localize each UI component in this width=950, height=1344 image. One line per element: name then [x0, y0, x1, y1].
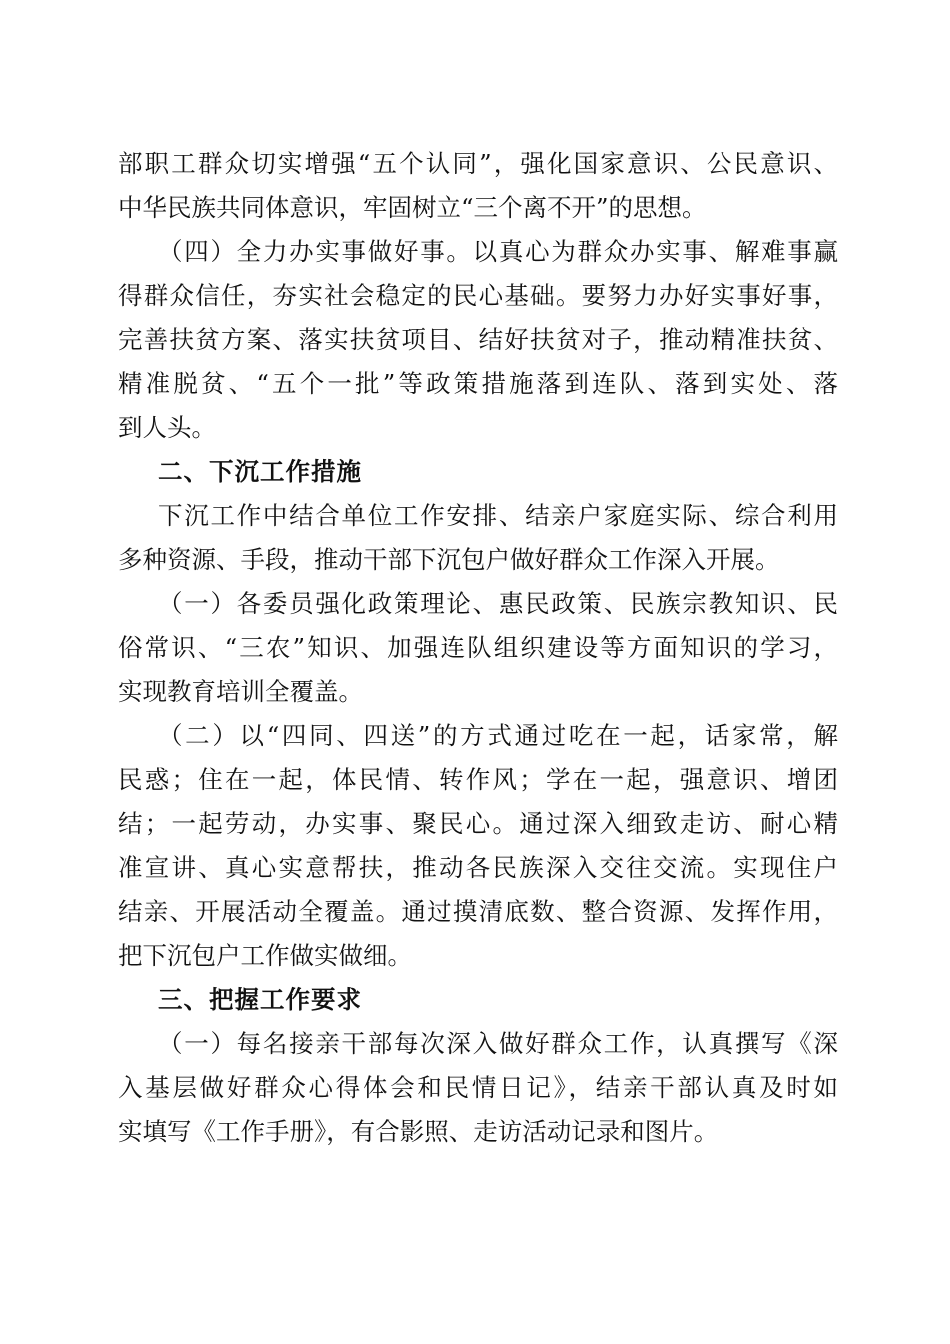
body-line: 精准脱贫、“五个一批”等政策措施落到连队、落到实处、落: [118, 369, 838, 398]
body-line: 多种资源、手段，推动干部下沉包户做好群众工作深入开展。: [118, 545, 780, 574]
body-line: 把下沉包户工作做实做细。: [118, 941, 412, 970]
body-line: 实现教育培训全覆盖。: [118, 677, 363, 706]
body-line: 结；一起劳动，办实事、聚民心。通过深入细致走访、耐心精: [118, 809, 838, 838]
body-line: （四）全力办实事做好事。以真心为群众办实事、解难事赢: [158, 237, 838, 266]
body-line: 民惑；住在一起，体民情、转作风；学在一起，强意识、增团: [118, 765, 838, 794]
body-line: （二）以“四同、四送”的方式通过吃在一起，话家常，解: [158, 721, 838, 750]
body-line: 俗常识、“三农”知识、加强连队组织建设等方面知识的学习，: [118, 633, 838, 662]
body-line: 部职工群众切实增强“五个认同”，强化国家意识、公民意识、: [118, 149, 838, 178]
body-line: 完善扶贫方案、落实扶贫项目、结好扶贫对子，推动精准扶贫、: [118, 325, 838, 354]
body-line: 结亲、开展活动全覆盖。通过摸清底数、整合资源、发挥作用，: [118, 897, 838, 926]
body-line: 准宣讲、真心实意帮扶，推动各民族深入交往交流。实现住户: [118, 853, 838, 882]
body-line: 实填写《工作手册》，有合影照、走访活动记录和图片。: [118, 1117, 719, 1146]
body-line: （一）每名接亲干部每次深入做好群众工作，认真撰写《深: [158, 1029, 838, 1058]
body-line: 得群众信任，夯实社会稳定的民心基础。要努力办好实事好事，: [118, 281, 838, 310]
section-heading: 三、把握工作要求: [158, 985, 362, 1014]
body-line: 下沉工作中结合单位工作安排、结亲户家庭实际、综合利用: [158, 501, 838, 530]
section-heading: 二、下沉工作措施: [158, 457, 362, 486]
body-line: 到人头。: [118, 413, 216, 442]
body-line: 中华民族共同体意识，牢固树立“三个离不开”的思想。: [118, 193, 707, 222]
document-body: [118, 142, 838, 1154]
body-line: （一）各委员强化政策理论、惠民政策、民族宗教知识、民: [158, 589, 838, 618]
body-line: 入基层做好群众心得体会和民情日记》，结亲干部认真及时如: [118, 1073, 838, 1102]
